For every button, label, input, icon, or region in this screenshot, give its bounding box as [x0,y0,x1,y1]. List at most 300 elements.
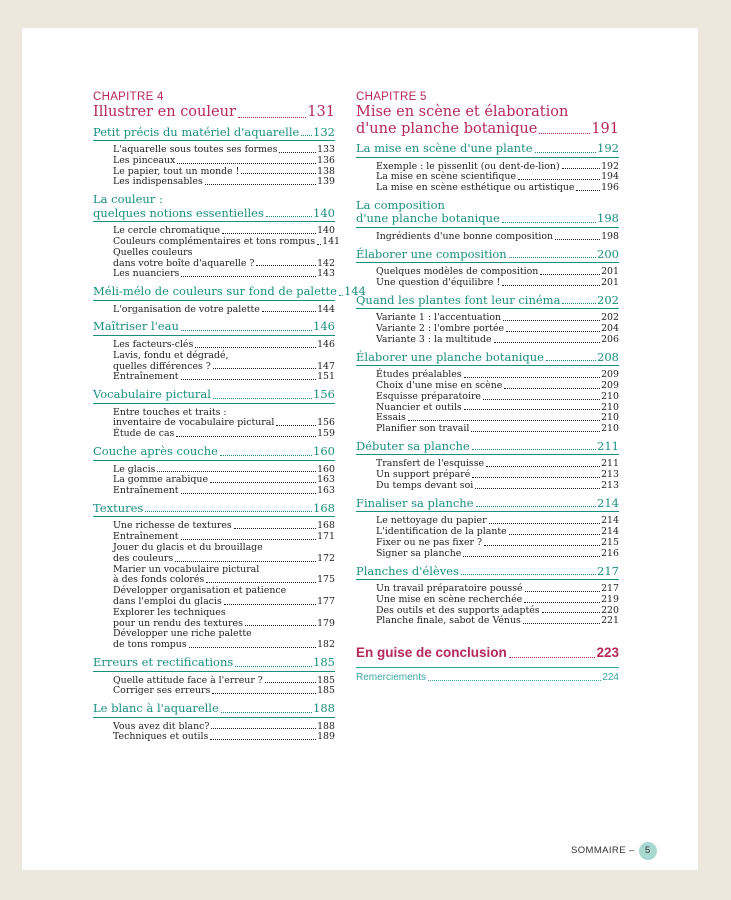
toc-section [356,351,619,435]
section-items [376,162,619,194]
leader-dots [506,331,600,332]
leader-dots [256,265,316,266]
leader-dots [241,173,316,174]
toc-item-row [376,424,619,435]
toc-item[interactable] [376,183,619,194]
toc-item-text: Planifier son travail [376,423,470,435]
leader-dots [301,135,312,136]
toc-item[interactable] [113,248,335,270]
toc-item-text: L'organisation de votre palette [113,303,260,315]
toc-item[interactable] [113,486,335,497]
section-title-page: 214 [597,495,619,510]
remerciements-title: Remerciements [356,672,427,684]
toc-item-text: Entraînement [113,371,179,383]
section-title-page: 188 [313,701,335,716]
toc-item-page: 206 [601,333,619,345]
leader-dots [503,320,600,321]
toc-item[interactable] [376,392,619,403]
toc-item-page: 210 [601,412,619,424]
leader-dots [189,647,316,648]
toc-item-row [376,232,619,243]
toc-item-text: Développer une riche palette [113,628,252,640]
leader-dots [211,728,316,729]
section-title[interactable] [93,320,335,336]
toc-item-row [113,640,335,651]
toc-item-page: 209 [601,369,619,381]
toc-item-page: 192 [601,160,619,172]
chapter-title-text: Illustrer en couleur [93,104,236,120]
toc-section [93,656,335,697]
section-title-text: La composition [356,197,445,212]
toc-item[interactable] [376,335,619,346]
toc-item[interactable] [113,429,335,440]
leader-dots [210,482,316,483]
section-title-row [93,502,335,516]
toc-item-page: 160 [317,463,335,475]
toc-item[interactable] [376,549,619,560]
leader-dots [535,152,597,153]
toc-item-text: Les facteurs-clés [113,338,194,350]
leader-dots [475,488,600,489]
leader-dots [176,436,316,437]
toc-item-row [376,481,619,492]
chapter-label: CHAPITRE 4 [93,91,164,103]
section-title-text: Débuter sa planche [356,438,470,453]
toc-item-row [376,403,619,414]
section-items [113,340,335,383]
toc-item-text: Corriger ses erreurs [113,685,211,697]
leader-dots [145,511,312,512]
toc-item-page: 217 [601,583,619,595]
toc-item-row [113,372,335,383]
section-title[interactable] [93,126,335,142]
toc-item-text: Marier un vocabulaire pictural [113,563,260,575]
leader-dots [245,625,316,626]
toc-item-text: Esquisse préparatoire [376,390,481,402]
section-title-page: 144 [343,284,366,299]
leader-dots [224,604,316,605]
conclusion-title: En guise de conclusion [356,645,507,661]
toc-item-text: inventaire de vocabulaire pictural [113,417,275,429]
section-title-text: Erreurs et rectifications [93,655,234,669]
leader-dots [464,409,600,410]
toc-item-text: Variante 1 : l'accentuation [376,312,502,324]
toc-item-page: 185 [317,674,335,686]
toc-item-text: Exemple : le pissenlit (ou dent-de-lion) [376,160,560,172]
section-title-row [93,207,335,221]
section-title-page: 198 [597,211,619,226]
section-items [376,370,619,435]
section-items [113,722,335,744]
leader-dots [262,311,316,312]
section-title-row [356,351,619,365]
leader-dots [213,368,316,369]
leader-dots [540,274,600,275]
toc-item[interactable] [113,686,335,697]
leader-dots [266,216,312,217]
section-title-page: 160 [313,444,335,459]
leader-dots [235,666,312,667]
leader-dots [195,347,316,348]
leader-dots [181,539,317,540]
section-title-page: 146 [313,319,335,334]
toc-item-page: 133 [317,144,335,155]
toc-item-row [376,616,619,627]
section-title[interactable] [356,440,619,456]
toc-item-text: Planche finale, sabot de Vénus [376,615,521,627]
section-title-row [93,320,335,334]
section-items [113,676,335,698]
leader-dots [222,233,316,234]
toc-item-text: de tons rompus [113,639,187,651]
toc-item-page: 198 [601,230,619,242]
chapter-title-text: d'une planche botanique [356,120,538,137]
toc-item-page: 163 [317,474,335,486]
section-title[interactable] [93,656,335,672]
section-items [376,516,619,559]
toc-item-page: 182 [317,639,335,651]
leader-dots [339,295,343,296]
leader-dots [518,179,600,180]
toc-item[interactable] [113,372,335,383]
leader-dots [509,534,600,535]
leader-dots [502,222,596,223]
toc-item-text: Un travail préparatoire poussé [376,583,523,595]
toc-item-row [113,429,335,440]
toc-item-text: Une richesse de textures [113,520,232,532]
section-items [113,408,335,440]
toc-item[interactable] [113,269,335,280]
toc-item-text: Signer sa planche [376,547,462,559]
toc-item-page: 177 [317,596,335,608]
section-title-page: 217 [597,563,619,578]
section-items [113,225,341,280]
section-items [113,521,335,651]
toc-item-text: Techniques et outils [113,731,209,743]
section-title-page: 140 [313,205,335,220]
toc-section [356,565,619,628]
leader-dots [471,431,600,432]
section-title[interactable] [93,193,335,222]
section-title[interactable] [356,294,619,310]
toc-item-row [113,305,335,316]
section-title[interactable] [356,142,619,158]
leader-dots [494,342,600,343]
chapter-title[interactable] [93,104,335,121]
leader-dots [509,257,596,258]
leader-dots [238,117,306,118]
section-title-row [356,212,619,226]
toc-item-text: Des outils et des supports adaptés [376,604,540,616]
toc-item-text: Variante 3 : la multitude [376,333,492,345]
toc-item-text: Nuancier et outils [376,401,462,413]
toc-item-row [376,549,619,560]
leader-dots [177,163,316,164]
toc-item-text: Une question d'équilibre ! [376,276,501,288]
toc-item-row [376,595,619,606]
toc-item-text: Explorer les techniques [113,606,226,618]
section-title-page: 200 [597,246,619,261]
toc-item-page: 201 [601,266,619,278]
toc-item-text: Quelles couleurs [113,246,193,258]
section-title-page: 192 [597,141,619,155]
toc-item[interactable] [376,616,619,627]
toc-item-text: dans l'emploi du glacis [113,596,222,608]
toc-item-page: 219 [601,593,619,605]
leader-dots [213,398,312,399]
leader-dots [472,449,596,450]
leader-dots [181,276,316,277]
toc-item-text: L'identification de la plante [376,526,507,538]
toc-item-page: 151 [317,371,335,383]
section-title[interactable] [356,565,619,581]
section-title-row [356,248,619,262]
toc-section [93,320,335,383]
leader-dots [524,602,600,603]
section-title-row [93,445,335,459]
toc-item-text: Un support préparé [376,469,471,481]
toc-section [356,497,619,560]
toc-section [93,702,335,743]
toc-item-page: 194 [601,171,619,183]
section-items [376,313,619,345]
toc-item-row [113,156,335,167]
toc-item-page: 214 [601,515,619,527]
section-title[interactable] [356,199,619,228]
chapter-block [356,91,619,627]
leader-dots [504,388,600,389]
section-title-row [93,126,335,140]
leader-dots [525,591,601,592]
toc-section [93,192,341,280]
toc-item-text: quelles différences ? [113,360,211,372]
toc-item-page: 210 [601,423,619,435]
section-title-text: Élaborer une composition [356,246,507,261]
section-title-text: La couleur : [93,192,163,207]
toc-item-text: à des fonds colorés [113,574,205,586]
toc-item-row [113,686,335,697]
leader-dots [181,379,317,380]
section-title-page: 185 [313,655,335,669]
leader-dots [221,712,312,713]
leader-dots [483,399,600,400]
toc-item-text: Quelle attitude face à l'erreur ? [113,674,263,686]
toc-item-text: Quelques modèles de composition [376,266,539,278]
toc-item[interactable] [113,543,335,565]
leader-dots [408,420,600,421]
toc-item-page: 221 [601,615,619,627]
leader-dots [523,623,600,624]
leader-dots [175,561,316,562]
toc-item-text: Les nuanciers [113,268,180,280]
toc-item-page: 185 [317,685,335,697]
section-items [113,145,335,188]
toc-item-page: 168 [317,520,335,532]
section-title-page: 132 [313,124,335,139]
leader-dots [206,582,316,583]
toc-item[interactable] [113,565,335,587]
section-title-text: Textures [93,500,144,515]
toc-section [356,142,619,194]
toc-item-text: Jouer du glacis et du brouillage [113,542,263,554]
toc-column-left [93,91,366,743]
toc-item-text: pour un rendu des textures [113,617,243,629]
toc-item-page: 140 [317,225,335,237]
leader-dots [476,506,597,507]
toc-item-page: 159 [317,428,335,440]
leader-dots [472,477,600,478]
toc-item-page: 216 [601,547,619,559]
toc-item[interactable] [376,424,619,435]
leader-dots [265,682,316,683]
chapter-title-row [356,121,619,138]
toc-item-text: Les indispensables [113,176,203,188]
toc-item-text: Ingrédients d'une bonne composition [376,230,554,242]
leader-dots [428,680,601,681]
toc-item-page: 214 [601,526,619,538]
toc-item-page: 136 [317,154,335,166]
section-title-text: Finaliser sa planche [356,495,474,510]
toc-item-text: Le nettoyage du papier [376,515,487,527]
remerciements-page: 224 [602,672,619,684]
section-title-text: Couche après couche [93,444,218,459]
toc-item[interactable] [113,156,335,167]
toc-item-page: 210 [601,390,619,402]
toc-item-page: 139 [317,176,335,188]
toc-item-page: 204 [601,323,619,335]
section-title-row [93,284,366,299]
toc-section [356,294,619,346]
toc-item-page: 144 [317,303,335,315]
toc-item-page: 201 [601,276,619,288]
section-title-row [356,565,619,579]
toc-item-text: Le papier, tout un monde ! [113,165,240,177]
section-title[interactable] [93,702,335,718]
toc-item-text: Transfert de l'esquisse [376,458,485,470]
toc-item-row [113,732,335,743]
toc-item-text: Vous avez dit blanc? [113,720,210,732]
leader-dots [489,523,601,524]
toc-item-text: Variante 2 : l'ombre portée [376,323,505,335]
section-title[interactable] [356,497,619,513]
toc-item[interactable] [113,629,335,651]
leader-dots [555,239,600,240]
section-items [376,232,619,243]
toc-item-text: La gomme arabique [113,474,208,486]
toc-item[interactable] [113,408,335,430]
section-title-text: quelques notions essentielles [93,205,264,220]
toc-item-text: Choix d'une mise en scène [376,379,503,391]
toc-item[interactable] [113,351,335,373]
toc-item-page: 163 [317,485,335,497]
toc-item-page: 143 [317,268,335,280]
section-title-text: Le blanc à l'aquarelle [93,701,219,716]
leader-dots [181,330,312,331]
toc-item[interactable] [113,586,335,608]
toc-item-page: 147 [317,360,335,372]
toc-item-page: 189 [317,731,335,743]
page-footer [571,842,657,860]
toc-item[interactable] [113,177,335,188]
toc-item-row [113,486,335,497]
remerciements-entry[interactable] [356,667,619,684]
leader-dots [157,471,316,472]
toc-section [93,388,335,440]
toc-item[interactable] [113,732,335,743]
section-title[interactable] [93,502,335,518]
leader-dots [546,360,596,361]
toc-item[interactable] [113,305,335,316]
toc-item-row [113,269,335,280]
section-title[interactable] [93,445,335,461]
toc-item-text: dans votre boîte d'aquarelle ? [113,257,255,269]
leader-dots [220,455,312,456]
toc-item-page: 172 [317,552,335,564]
section-title-text: La mise en scène d'une plante [356,141,533,155]
toc-item[interactable] [376,403,619,414]
chapter-block [93,91,366,743]
toc-item-text: Essais [376,412,406,424]
chapter-title[interactable] [356,104,619,137]
section-title[interactable] [93,388,335,404]
leader-dots [502,285,600,286]
toc-item[interactable] [376,232,619,243]
chapter-title-page: 191 [591,120,619,137]
section-title-page: 156 [313,387,335,402]
toc-item[interactable] [376,595,619,606]
section-items [376,267,619,289]
section-title-text: Petit précis du matériel d'aquarelle [93,124,300,139]
toc-item-page: 171 [317,531,335,543]
toc-item-page: 210 [601,401,619,413]
toc-item[interactable] [376,278,619,289]
toc-section [356,199,619,243]
section-title-row [356,294,619,308]
leader-dots [576,190,600,191]
section-items [113,465,335,497]
leader-dots [212,693,316,694]
toc-item-page: 146 [317,338,335,350]
chapter-title-row [93,104,335,121]
leader-dots [542,612,601,613]
section-title-row [93,656,335,670]
section-title[interactable] [93,284,366,301]
conclusion-entry[interactable] [356,645,619,661]
section-title-page: 202 [597,292,619,307]
leader-dots [562,303,596,304]
section-title[interactable] [356,248,619,264]
section-title-text: Méli-mélo de couleurs sur fond de palette [93,284,337,299]
section-title-row [356,440,619,454]
toc-item[interactable] [376,481,619,492]
toc-item-text: Les pinceaux [113,154,176,166]
leader-dots [461,574,596,575]
leader-dots [562,168,600,169]
toc-item-text: La mise en scène esthétique ou artistique [376,182,575,194]
section-title[interactable] [356,351,619,367]
toc-item-text: des couleurs [113,552,174,564]
footer-label: SOMMAIRE – [571,845,635,856]
section-title-text: Planches d'élèves [356,563,459,578]
toc-item[interactable] [113,608,335,630]
toc-item-row [376,335,619,346]
toc-item-page: 156 [317,417,335,429]
toc-item-page: 138 [317,165,335,177]
toc-item-page: 175 [317,574,335,586]
leader-dots [509,657,596,658]
toc-item-row [113,554,335,565]
leader-dots [463,556,600,557]
